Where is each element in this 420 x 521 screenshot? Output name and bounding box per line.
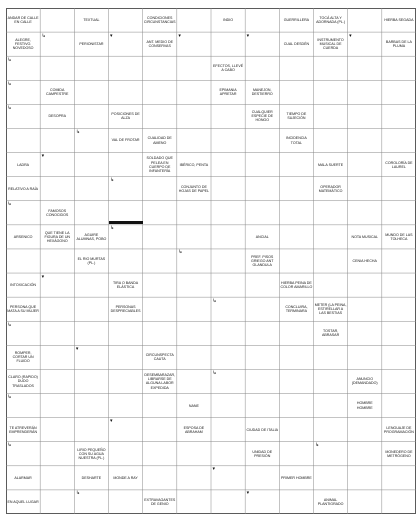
clue-cell: ANCIAL	[255, 234, 269, 239]
arrow-right-icon: ↳	[75, 490, 81, 497]
arrow-right-icon: ↳	[41, 32, 46, 39]
clue-cell: SOLDADO QUE PELEA EN CUERPO DE INFANTERÍA	[146, 156, 173, 173]
black-block	[109, 221, 143, 224]
clue-cell: QUE TIENE LA FIGURA DE UN HEXÁGONO	[44, 230, 71, 243]
clue-cell: ALEGRE, FESTIVO. NOVEDOSO	[12, 38, 34, 51]
clue-cell: LENGUAJE DE PROGRAMACIÓN	[383, 425, 414, 434]
arrow-right-icon: ↳	[7, 56, 12, 63]
clue-cell: COMIDA CAMPESTRE	[46, 88, 69, 97]
arrow-right-icon: ↳	[212, 369, 217, 376]
clue-cell: PERIONISTAR	[79, 42, 104, 47]
arrow-right-icon: ↳	[7, 104, 12, 111]
clue-cell: OPERADOR MATEMÁTICO	[318, 184, 343, 193]
clue-cell: CUALIDAD DE AMENO	[147, 136, 172, 145]
clue-cell: PREF. PISOS GRIEGO ANT GLANDULA	[251, 254, 274, 268]
arrow-right-icon: ↳	[178, 249, 183, 256]
clue-cell: EFECTOS, LLEVÉ A CABO	[213, 64, 244, 73]
crossword-grid	[6, 8, 416, 514]
arrow-right-icon: ↳	[315, 442, 320, 449]
clue-cell: MANEJON, DESTIERRO	[251, 88, 273, 97]
clue-cell: DESOPRA	[48, 114, 67, 119]
clue-cell: CIUDAD DE ITALIA	[246, 427, 278, 432]
arrow-right-icon: ↳	[75, 128, 81, 135]
clue-cell: EXTRAVAGANTES DE GENIO	[144, 497, 176, 506]
arrow-down-icon: ▾	[110, 32, 113, 39]
clue-cell: COROLORÍA DE LAUREL	[385, 160, 413, 169]
clue-cell: GUERRILLERA	[283, 18, 310, 22]
clue-cell: ESPOSA DE ABRAHAM	[183, 425, 205, 434]
clue-cell: MONEDERO DE METRÓGENO	[385, 449, 413, 458]
clue-cell: DESEMBARAZAR, LIBRARSE DE ALGUNA LABOR EXPEDIDA	[144, 373, 176, 390]
clue-cell: CUALQUIER ESPECIE DE HONGO	[251, 110, 274, 123]
clue-cell: EL RIO MURTAS (PL.)	[77, 256, 106, 265]
clue-cell: INSTRUMENTO MUSICAL DE CUERDA	[317, 38, 344, 51]
clue-cell: BARBAS DE LA PLUMA	[385, 40, 412, 49]
clue-cell: ROMPER, CORTAR UN FLUIDO	[12, 351, 34, 364]
arrow-right-icon: ↳	[7, 201, 12, 208]
clue-cell: PERSONAS DESPRECIABLES	[110, 305, 141, 314]
clue-cell: MUNDO DE LAS TOLHECA	[385, 232, 413, 241]
clue-cell: EPIMANIA APRETAR	[219, 88, 237, 97]
clue-cell: MONDE A RAY	[113, 475, 138, 480]
clue-cell: CONDICIONES CIRCUNSTANCIAS	[143, 15, 176, 25]
clue-cell: TIEMPO DE SUJECIÓN	[286, 112, 307, 121]
clue-cell: TOCÁ ALTA Y ADORNADA (PL.)	[316, 15, 346, 25]
arrow-down-icon: ▾	[178, 32, 181, 39]
arrow-down-icon: ▾	[110, 418, 113, 425]
arrow-down-icon: ▾	[246, 490, 250, 497]
clue-cell: ANT. MEDIO DE CONSERVAS	[146, 40, 174, 49]
arrow-down-icon: ▾	[212, 466, 216, 473]
clue-cell: VAL DE FROTAR	[111, 138, 140, 143]
clue-cell: ALARMAR	[14, 475, 32, 480]
arrow-down-icon: ▾	[246, 32, 250, 39]
clue-cell: CENIA HECHA	[352, 258, 377, 263]
clue-cell: RELATIVO A RAÍA	[8, 186, 39, 191]
clue-cell: HOMBRE HOMBRE	[356, 401, 373, 410]
arrow-right-icon: ↳	[212, 297, 217, 304]
clue-cell: UNIDAD DE PRESIÓN	[252, 449, 273, 458]
clue-cell: INDIO	[223, 18, 234, 22]
clue-cell: NOTA MUSICAL	[351, 234, 378, 239]
clue-cell: NANE	[188, 403, 199, 408]
arrow-down-icon: ▾	[349, 32, 352, 39]
arrow-down-icon: ▾	[41, 153, 45, 160]
clue-cell: CONCLUIRA, TERMINARA	[285, 305, 308, 314]
clue-cell: MALA SUERTE	[318, 162, 344, 167]
arrow-down-icon: ▾	[41, 273, 45, 280]
clue-cell: CLARO (RAPIDO) DUDO TRASLADOS	[8, 375, 38, 388]
clue-cell: DESHARTE	[81, 475, 102, 480]
clue-cell: POSICIONES DE ALZA	[111, 112, 140, 121]
clue-cell: HIERBA PEINA DE COLOR AMARILLO	[280, 281, 313, 290]
arrow-right-icon: ↳	[110, 177, 115, 184]
clue-cell: AGUIRE ALUMNAS, POBO	[76, 232, 107, 241]
clue-cell: ANIMAL PLANTIGRADO	[317, 497, 344, 506]
clue-cell: TIRA O BANDA ELÁSTICA	[112, 281, 139, 290]
clue-cell: INCIDENCIA TOTAL	[286, 136, 307, 145]
clue-cell: EN AQUEL LUGAR	[7, 499, 39, 504]
clue-cell: INTOXICACIÓN	[10, 283, 37, 288]
arrow-right-icon: ↳	[7, 442, 12, 449]
arrow-right-icon: ↳	[7, 394, 12, 401]
clue-cell: PERSONA QUE MATA A SU MUJER	[7, 305, 39, 314]
clue-cell: CUAL DESDÉN	[283, 42, 310, 47]
arrow-right-icon: ↳	[7, 321, 12, 328]
arrow-right-icon: ↳	[110, 225, 115, 232]
clue-cell: TEXTUAL	[83, 18, 100, 22]
clue-cell: METER (LA PEINA, ESTIRELLAR A LAS BESTIAS	[314, 303, 347, 316]
clue-cell: ARSENICO	[13, 234, 33, 239]
arrow-down-icon: ▾	[75, 345, 79, 352]
clue-cell: FAMOSOS CONOCIDOS	[46, 208, 69, 217]
clue-cell: ANUNCIO (DEMANDADO)	[351, 377, 378, 386]
clue-cell: IBÉRICO, PENTA	[179, 162, 209, 167]
arrow-right-icon: ↳	[7, 80, 12, 87]
clue-cell: TOSTAR, ABRASAR	[321, 329, 340, 338]
clue-cell: TE ATREVERÁN EMPRENDERÁN	[9, 425, 38, 434]
clue-cell: LADRA	[17, 162, 30, 167]
clue-cell: PRIMER HOMBRE	[281, 475, 312, 480]
clue-cell: CONJUNTO DE HOJAS DE PAPEL	[178, 184, 210, 193]
clue-cell: HIERBA SEGADA	[384, 18, 414, 22]
clue-cell: LIRIO PEQUEÑO CON SU AGUA NUESTRA (PL.)	[77, 447, 106, 460]
clue-cell: CIRCUNSPECTA CAUTA	[145, 353, 174, 362]
clue-cell: ANDAR DE CALLE EN CALLE	[7, 15, 39, 25]
